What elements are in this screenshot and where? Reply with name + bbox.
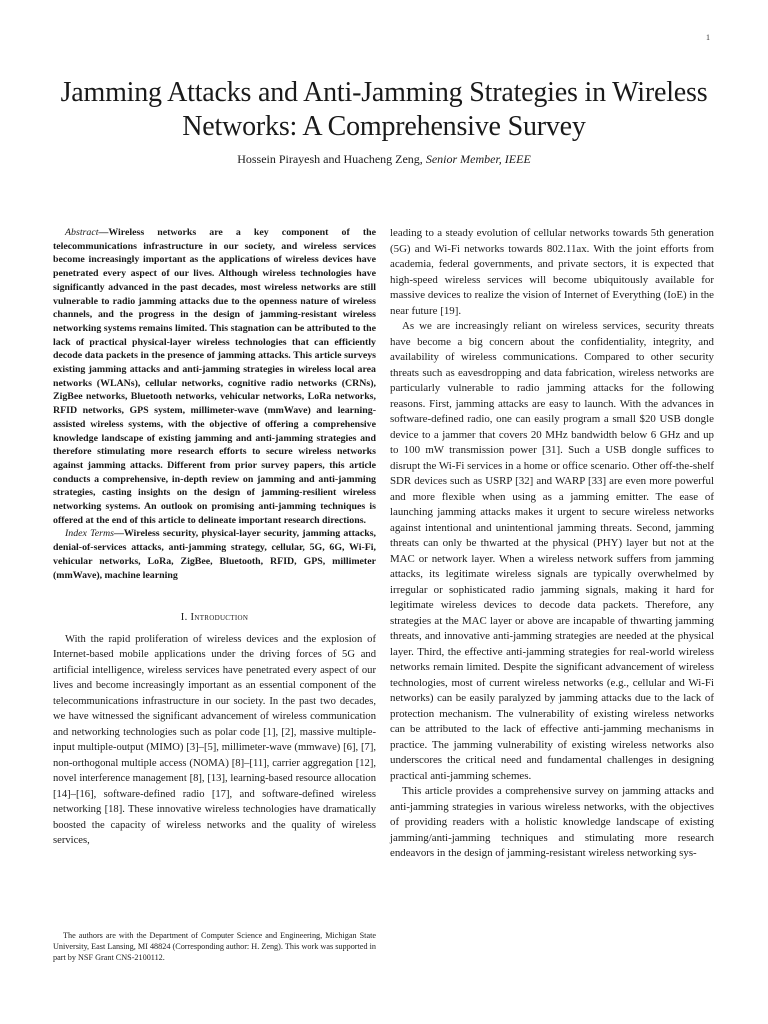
index-terms-label: Index Terms [65,528,114,540]
footnote: The authors are with the Department of Computer Science and Engineering, Michigan State University, East Lansing, MI 48824 (Corresponding author: H. Zeng). This work was supported in part by NSF Grant CNS-2100112. [53,931,376,962]
author-affiliation: Senior Member, IEEE [425,152,531,166]
author-names: Hossein Pirayesh and Huacheng Zeng, [237,152,423,166]
index-terms-text: —Wireless security, physical-layer security, jamming attacks, denial-of-services attacks, anti-jamming strategy, cellular, 5G, 6G, Wi-Fi, vehicular networks, LoRa, ZigBee, Bluetooth, RFID, GPS, millimeter (mmWave), machine learning [53,528,377,581]
page-number: 1 [706,33,710,42]
abstract-text: —Wireless networks are a key component of the telecommunications infrastructure in our society, and wireless services become increasingly important as the applications of wireless devices have penetrated every aspect of our lives. Although wireless technologies have significantly advanced in the past decades, most wireless networks are still vulnerable to radio jamming attacks due to the openness nature of wireless channels, and the progress in the design of jamming-resistant wireless networking systems remains limited. This stagnation can be attributed to the lack of practical physical-layer wireless technologies that can efficiently decode data packets in the presence of jamming attacks. This article surveys existing jamming attacks and anti-jamming strategies in wireless local area networks (WLANs), cellular networks, cognitive radio networks (CRNs), ZigBee networks, Bluetooth networks, vehicular networks, LoRa networks, RFID networks, GPS system, millimeter-wave (mmWave) and learning-assisted wireless systems, with the objective of offering a comprehensive knowledge landscape of existing jamming and anti-jamming strategies and therefore stimulating more research efforts to secure wireless networks against jamming attacks. Different from prior survey papers, this article conducts a comprehensive, in-depth review on jamming and anti-jamming strategies, casting insights on the design of jamming-resilient wireless networking systems. An outlook on promising anti-jamming techniques is offered at the end of this article to delineate important research directions. [53,227,376,526]
left-column [53,226,376,849]
section-heading [53,610,376,626]
index-terms-paragraph [53,527,376,582]
right-paragraph-2: As we are increasingly reliant on wireless services, security threats have become a big concern about the confidentiality, integrity, and availability of wireless communications. Compared to other security threats such as eavesdropping and data fabrication, wireless networks are particularly vulnerable to radio jamming attacks for the following reasons. First, jamming attacks are easy to launch. With the advances in software-defined radio, one can easily program a small $20 USB dongle device to a jammer that covers 20 MHz bandwidth below 6 GHz and up to 100 mW transmission power [31]. Such a USB dongle suffices to disrupt the Wi-Fi services in a home or office scenario. Other off-the-shelf SDR devices such as USRP [32] and WARP [33] are even more powerful and more flexible when using as a jamming emitter. The ease of launching jamming attacks makes it urgent to secure wireless networks against intentional and unintentional jamming threats. Second, jamming threats can only be thwarted at the physical (PHY) layer but not at the MAC or network layer. When a wireless network suffers from jamming attacks, its legitimate wireless signals are typically overwhelmed by irregular or sophisticated radio jamming signals, making it hard for legitimate wireless devices to decode data packets. Therefore, any strategies at the MAC layer or above are incapable of thwarting jamming threats, and innovative anti-jamming strategies are needed at the physical layer. Third, the effective anti-jamming strategies for real-world wireless networks remain limited. Despite the significant advancement of wireless technologies, most of current wireless networks (e.g., cellular and Wi-Fi networks) can be easily paralyzed by jamming attacks due to the lack of protection mechanism. The vulnerability of existing wireless networks can be attributed to the lack of effective anti-jamming mechanisms in practice. The jamming vulnerability of existing wireless networks also underscores the critical need and fundamental challenges in designing practical anti-jamming schemes. [390,320,714,782]
section-title: Introduction [190,612,249,624]
right-column [390,226,714,862]
intro-paragraph-1: With the rapid proliferation of wireless devices and the explosion of Internet-based mobile applications under the driving forces of 5G and artificial intelligence, wireless services have penetrated every aspect of our lives and become increasingly important as an essential component of the telecommunications infrastructure in our society. In the past two decades, we have witnessed the significant advancement of wireless communication and networking technologies such as polar code [1], [2], massive multiple-input multiple-output (MIMO) [3]–[5], millimeter-wave (mmwave) [6], [7], non-orthogonal multiple access (NOMA) [8]–[11], carrier aggregation [12], novel interference management [8], [13], learning-based resource allocation [14]–[16], software-defined radio [17], and software-defined wireless networking [18]. These innovative wireless technologies have dramatically boosted the capacity of wireless networks and the quality of wireless services, [53,633,376,847]
section-number: I. [180,612,188,624]
abstract-paragraph [53,226,376,527]
right-paragraph-1: leading to a steady evolution of cellular networks towards 5th generation (5G) and Wi-Fi networks towards 802.11ax. With the joint efforts from academia, federal governments, and private sectors, it is expected that high-speed wireless services will become ubiquitously available for massive devices to realize the vision of Internet of Everything (IoE) in the near future [19]. [390,227,714,317]
abstract-label: Abstract [65,227,99,238]
author-line [40,152,728,166]
right-paragraph-3: This article provides a comprehensive survey on jamming attacks and anti-jamming strategies in various wireless networks, with the objectives of providing readers with a holistic knowledge landscape of existing jamming/anti-jamming techniques and stimulating more research endeavors in the design of jamming-resistant wireless networking sys- [390,785,714,859]
abstract-block [53,226,376,582]
paper-title: Jamming Attacks and Anti-Jamming Strategies in Wireless Networks: A Comprehensive Survey [60,77,708,142]
